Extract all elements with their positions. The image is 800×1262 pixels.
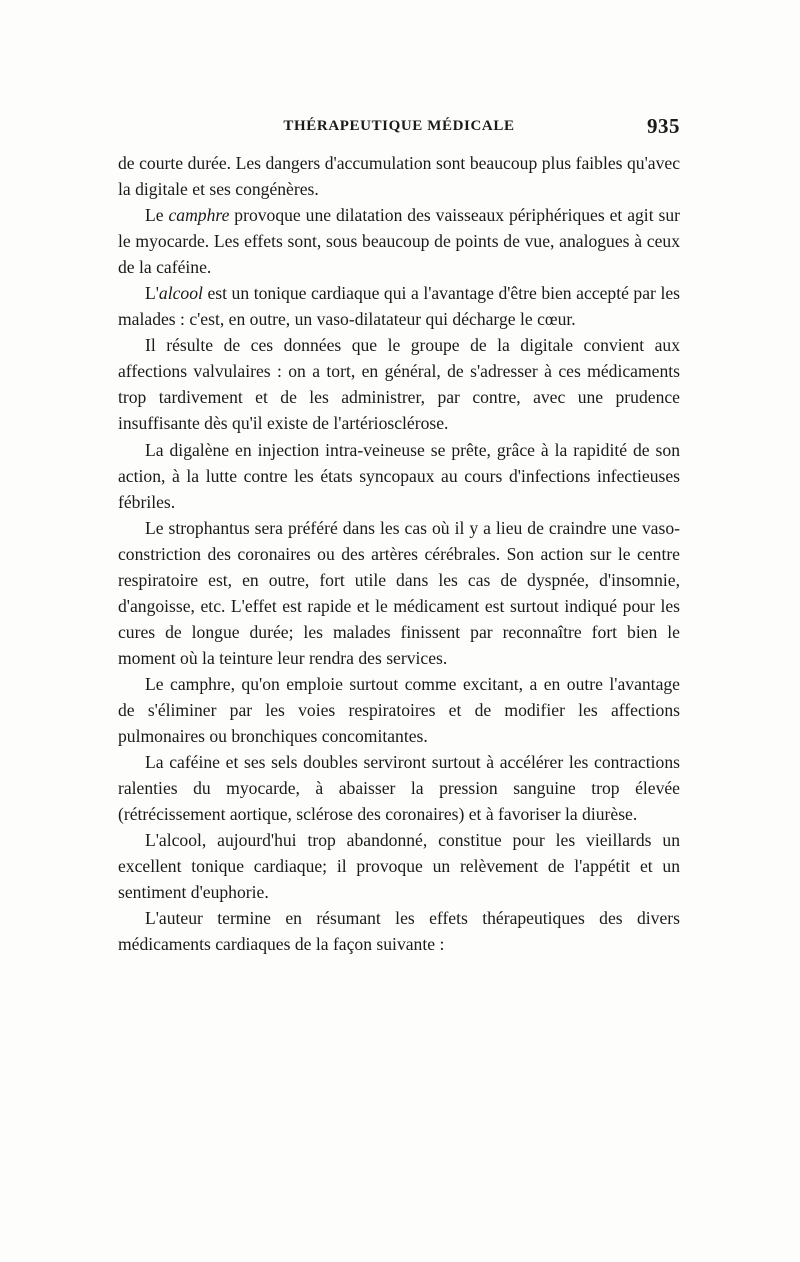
paragraph-3 [118, 280, 680, 332]
paragraph-text: Le strophantus sera préféré dans les cas où il y a lieu de craindre une vaso-constriction des coronaires ou des artères cérébrales. Son action sur le centre respiratoire est, en outre, fort utile dans les cas de dyspnée, d'insomnie, d'angoisse, etc. L'effet est rapide et le médicament est surtout indiqué pour les cures de longue durée; les malades finissent par reconnaître fort bien le moment où la teinture leur rendra des services. [118, 517, 680, 668]
paragraph-text: La caféine et ses sels doubles serviront surtout à accélérer les contractions ralenties du myocarde, à abaisser la pression sanguine trop élevée (rétrécissement aortique, sclérose des coronaires) et à favoriser la diurèse. [118, 752, 680, 825]
paragraph-1 [118, 150, 680, 202]
body-text [118, 150, 680, 957]
paragraph-4 [118, 332, 680, 436]
paragraph-text: L'auteur termine en résumant les effets thérapeutiques des divers médicaments cardiaques de la façon suivante : [118, 908, 680, 955]
italic-term: alcool [158, 283, 203, 304]
paragraph-7 [118, 671, 680, 749]
paragraph-8 [118, 749, 680, 827]
running-title: THÉRAPEUTIQUE MÉDICALE [283, 118, 515, 134]
paragraph-text: est un tonique cardiaque qui a l'avantage d'être bien accepté par les malades : c'est, en outre, un vaso-dilatateur qui décharge le cœur. [118, 283, 680, 330]
paragraph-9 [118, 827, 680, 905]
paragraph-text: de courte durée. Les dangers d'accumulation sont beaucoup plus faibles qu'avec la digitale et ses congénères. [118, 153, 680, 200]
paragraph-6 [118, 515, 680, 671]
paragraph-text: provoque une dilatation des vaisseaux périphériques et agit sur le myocarde. Les effets sont, sous beaucoup de points de vue, analogues à ceux de la caféine. [118, 205, 680, 278]
paragraph-2 [118, 202, 680, 280]
paragraph-lead: Le [145, 205, 169, 226]
paragraph-text: Il résulte de ces données que le groupe de la digitale convient aux affections valvulaires : on a tort, en général, de s'adresser à ces médicaments trop tardivement et de les administrer, par contre, avec une prudence insuffisante dès qu'il existe de l'artériosclérose. [118, 335, 680, 434]
paragraph-lead: L' [145, 283, 159, 304]
paragraph-5 [118, 437, 680, 515]
paragraph-text: La digalène en injection intra-veineuse se prête, grâce à la rapidité de son action, à la lutte contre les états syncopaux au cours d'infections infectieuses fébriles. [118, 439, 680, 512]
page-number: 935 [647, 114, 680, 138]
italic-term: camphre [168, 205, 230, 226]
paragraph-text: Le camphre, qu'on emploie surtout comme excitant, a en outre l'avantage de s'éliminer par les voies respiratoires et de modifier les affections pulmonaires ou bronchiques concomitantes. [118, 673, 680, 747]
paragraph-10 [118, 905, 680, 957]
running-header [118, 114, 680, 144]
paragraph-text: L'alcool, aujourd'hui trop abandonné, constitue pour les vieillards un excellent tonique cardiaque; il provoque un relèvement de l'appétit et un sentiment d'euphorie. [118, 830, 680, 903]
